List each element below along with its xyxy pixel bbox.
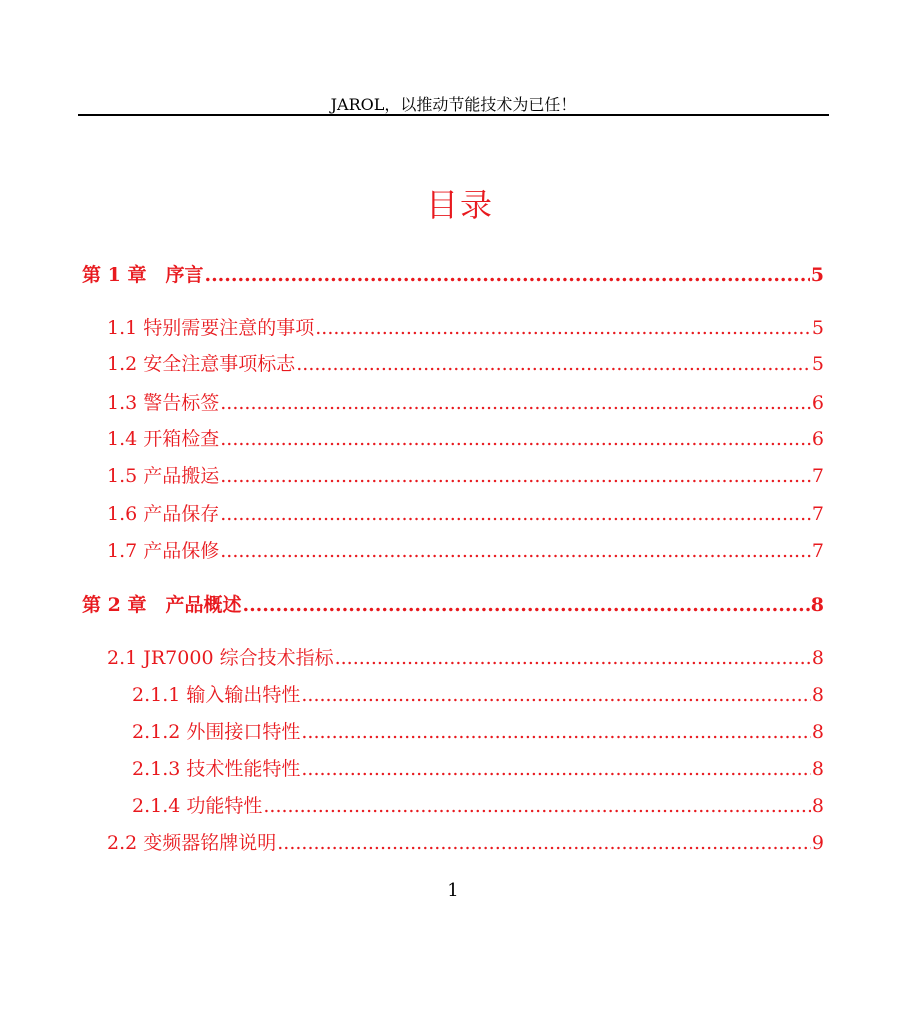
toc-entry-label: 2.2 变频器铭牌说明 — [107, 832, 277, 854]
toc-leader-dots — [204, 264, 809, 286]
toc-entry-page: 8 — [811, 795, 824, 817]
toc-entry-label: 2.1.2 外围接口特性 — [132, 721, 301, 743]
toc-entry-2-1-1[interactable] — [132, 680, 824, 707]
toc-leader-dots — [301, 758, 811, 780]
toc-entry-page: 8 — [811, 684, 824, 706]
toc-entry-page: 5 — [811, 353, 824, 375]
toc-leader-dots — [242, 594, 809, 616]
toc-entry-label: 2.1 JR7000 综合技术指标 — [107, 647, 334, 669]
toc-entry-page: 5 — [811, 317, 824, 339]
toc-entry-page: 8 — [811, 758, 824, 780]
toc-title: 目录 — [425, 186, 494, 224]
toc-entry-label: 1.3 警告标签 — [107, 392, 220, 414]
toc-entry-label: 1.2 安全注意事项标志 — [107, 353, 296, 375]
toc-leader-dots — [315, 317, 811, 339]
toc-entry-1-1[interactable] — [107, 313, 824, 340]
toc-leader-dots — [220, 465, 811, 487]
toc-entry-2-1-3[interactable] — [132, 754, 824, 781]
toc-entry-label: 2.1.4 功能特性 — [132, 795, 263, 817]
toc-entry-page: 7 — [811, 540, 824, 562]
toc-entry-label: 2.1.3 技术性能特性 — [132, 758, 301, 780]
page-number: 1 — [447, 880, 459, 901]
toc-entry-page: 8 — [811, 647, 824, 669]
toc-entry-2-1-4[interactable] — [132, 791, 824, 818]
toc-entry-1-4[interactable] — [107, 424, 824, 451]
toc-entry-1-3[interactable] — [107, 388, 824, 415]
toc-entry-label: 第 2 章 产品概述 — [82, 594, 242, 616]
toc-leader-dots — [263, 795, 811, 817]
toc-entry-1-5[interactable] — [107, 461, 824, 488]
toc-leader-dots — [296, 353, 811, 375]
toc-entry-2-1[interactable] — [107, 643, 824, 670]
page-header: JAROL，以推动节能技术为已任！ — [330, 95, 577, 114]
toc-entry-page: 7 — [811, 465, 824, 487]
toc-leader-dots — [301, 684, 811, 706]
toc-entry-label: 1.4 开箱检查 — [107, 428, 220, 450]
toc-entry-page: 6 — [811, 392, 824, 414]
toc-entry-page: 7 — [811, 503, 824, 525]
toc-entry-label: 1.6 产品保存 — [107, 503, 220, 525]
toc-entry-label: 1.5 产品搬运 — [107, 465, 220, 487]
toc-leader-dots — [301, 721, 811, 743]
toc-entry-label: 1.7 产品保修 — [107, 540, 220, 562]
toc-entry-1-6[interactable] — [107, 499, 824, 526]
toc-entry-2-2[interactable] — [107, 828, 824, 855]
toc-entry-page: 6 — [811, 428, 824, 450]
toc-entry-chapter-1[interactable] — [82, 260, 824, 287]
toc-leader-dots — [335, 647, 811, 669]
toc-entry-page: 5 — [810, 264, 824, 286]
toc-entry-page: 8 — [810, 594, 824, 616]
toc-entry-page: 8 — [811, 721, 824, 743]
toc-leader-dots — [220, 392, 811, 414]
toc-entry-page: 9 — [811, 832, 824, 854]
toc-leader-dots — [277, 832, 811, 854]
toc-leader-dots — [220, 540, 811, 562]
toc-entry-label: 1.1 特别需要注意的事项 — [107, 317, 315, 339]
toc-entry-label: 2.1.1 输入输出特性 — [132, 684, 301, 706]
toc-entry-1-7[interactable] — [107, 536, 824, 563]
toc-entry-chapter-2[interactable] — [82, 590, 824, 617]
toc-leader-dots — [220, 503, 811, 525]
toc-entry-2-1-2[interactable] — [132, 717, 824, 744]
header-rule — [78, 114, 829, 116]
toc-entry-1-2[interactable] — [107, 349, 824, 376]
toc-entry-label: 第 1 章 序言 — [82, 264, 204, 286]
toc-leader-dots — [220, 428, 811, 450]
